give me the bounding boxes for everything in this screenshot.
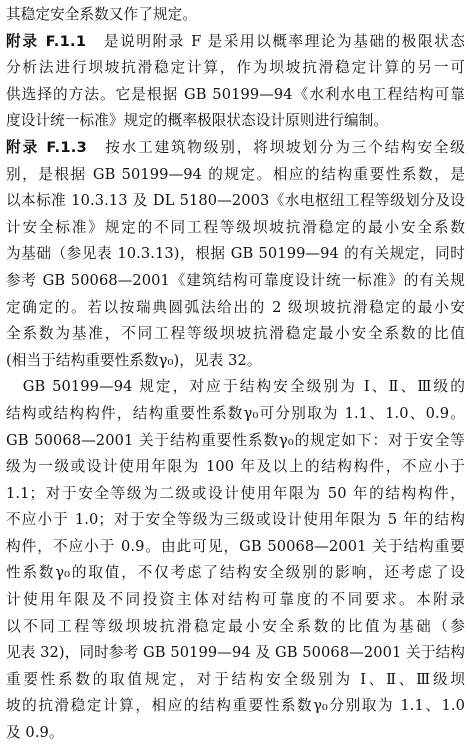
text-line [6, 29, 465, 56]
text-line: 度设计统一标准》规定的概率极限状态设计原则进行编制。 [6, 112, 389, 130]
text-line: 构件，不应小于 0.9。由此可见，GB 50068—2001 关于结构重要 [6, 537, 465, 555]
text-line: 计安全标准》规定的不同工程等级坝坡抗滑稳定的最小安全系数 [6, 218, 465, 236]
text-line: 见表 32)，同时参考 GB 50199—94 及 GB 50068—2001 关于结构 [6, 644, 465, 662]
text-line: 性系数γ₀的取值，不仅考虑了结构安全级别的影响，还考虑了设 [6, 564, 465, 582]
text-span: GB 50199—94 规定，对应于结构安全级别为 Ⅰ、Ⅱ、Ⅲ级的 [22, 378, 465, 396]
clause-heading: 附录 F.1.1 [6, 32, 87, 50]
paragraph-gb-50199 [6, 374, 465, 746]
text-line: 别，是根据 GB 50199—94 的规定。相应的结构重要性系数，是 [6, 165, 465, 183]
text-line: 结构或结构构件，结构重要性系数γ₀可分别取为 1.1、1.0、0.9。 [6, 404, 465, 422]
document-page [6, 2, 465, 747]
text-line: 级为一级或设计使用年限为 100 年及以上的结构构件，不应小于 [6, 458, 465, 476]
clause-heading: 附录 F.1.3 [6, 138, 88, 156]
paragraph-f-1-1 [6, 29, 465, 135]
text-line: 为基础（参见表 10.3.13)，根据 GB 50199—94 的有关规定，同时 [6, 245, 465, 263]
text-line: 1.1；对于安全等级为二级或设计使用年限为 50 年的结构构件， [6, 484, 465, 502]
text-line: 以本标准 10.3.13 及 DL 5180—2003《水电枢纽工程等级划分及设 [6, 192, 465, 210]
text-line: 计使用年限及不同投资主体对结构可靠度的不同要求。本附录 [6, 591, 465, 609]
paragraph-f-1-3 [6, 135, 465, 374]
text-line: 其稳定安全系数又作了规定。 [6, 6, 198, 23]
text-line: 定确定的。若以按瑞典圆弧法给出的 2 级坝坡抗滑稳定的最小安 [6, 298, 465, 316]
text-line: 及 0.9。 [6, 724, 64, 742]
paragraph-intro [6, 2, 465, 29]
text-line: 分析法进行坝坡抗滑稳定计算，作为坝坡抗滑稳定计算的另一可 [6, 59, 465, 77]
text-line: 重要性系数的取值规定，对于结构安全级别为 Ⅰ、Ⅱ、Ⅲ级坝 [6, 670, 465, 688]
text-line: 坡的抗滑稳定计算，相应的结构重要性系数γ₀分别取为 1.1、1.0 [6, 697, 465, 715]
text-line [6, 374, 465, 401]
text-span: 是说明附录 F 是采用以概率理论为基础的极限状态 [104, 32, 465, 50]
text-line: 以不同工程等级坝坡抗滑稳定最小安全系数的比值为基础（参 [6, 617, 465, 635]
text-line: 供选择的方法。它是根据 GB 50199—94《水利水电工程结构可靠 [6, 85, 465, 103]
text-line: 全系数为基准，不同工程等级坝坡抗滑稳定最小安全系数的比值 [6, 325, 465, 343]
text-line [6, 135, 465, 162]
text-line: 不应小于 1.0；对于安全等级为三级或设计使用年限为 5 年的结构 [6, 511, 465, 529]
text-span: 按水工建筑物级别，将坝坡划分为三个结构安全级 [105, 138, 466, 156]
text-line: (相当于结构重要性系数γ₀)，见表 32。 [6, 351, 262, 369]
text-line: GB 50068—2001 关于结构重要性系数γ₀的规定如下：对于安全等 [6, 431, 465, 449]
text-line: 参考 GB 50068—2001《建筑结构可靠度设计统一标准》的有关规 [6, 271, 465, 289]
